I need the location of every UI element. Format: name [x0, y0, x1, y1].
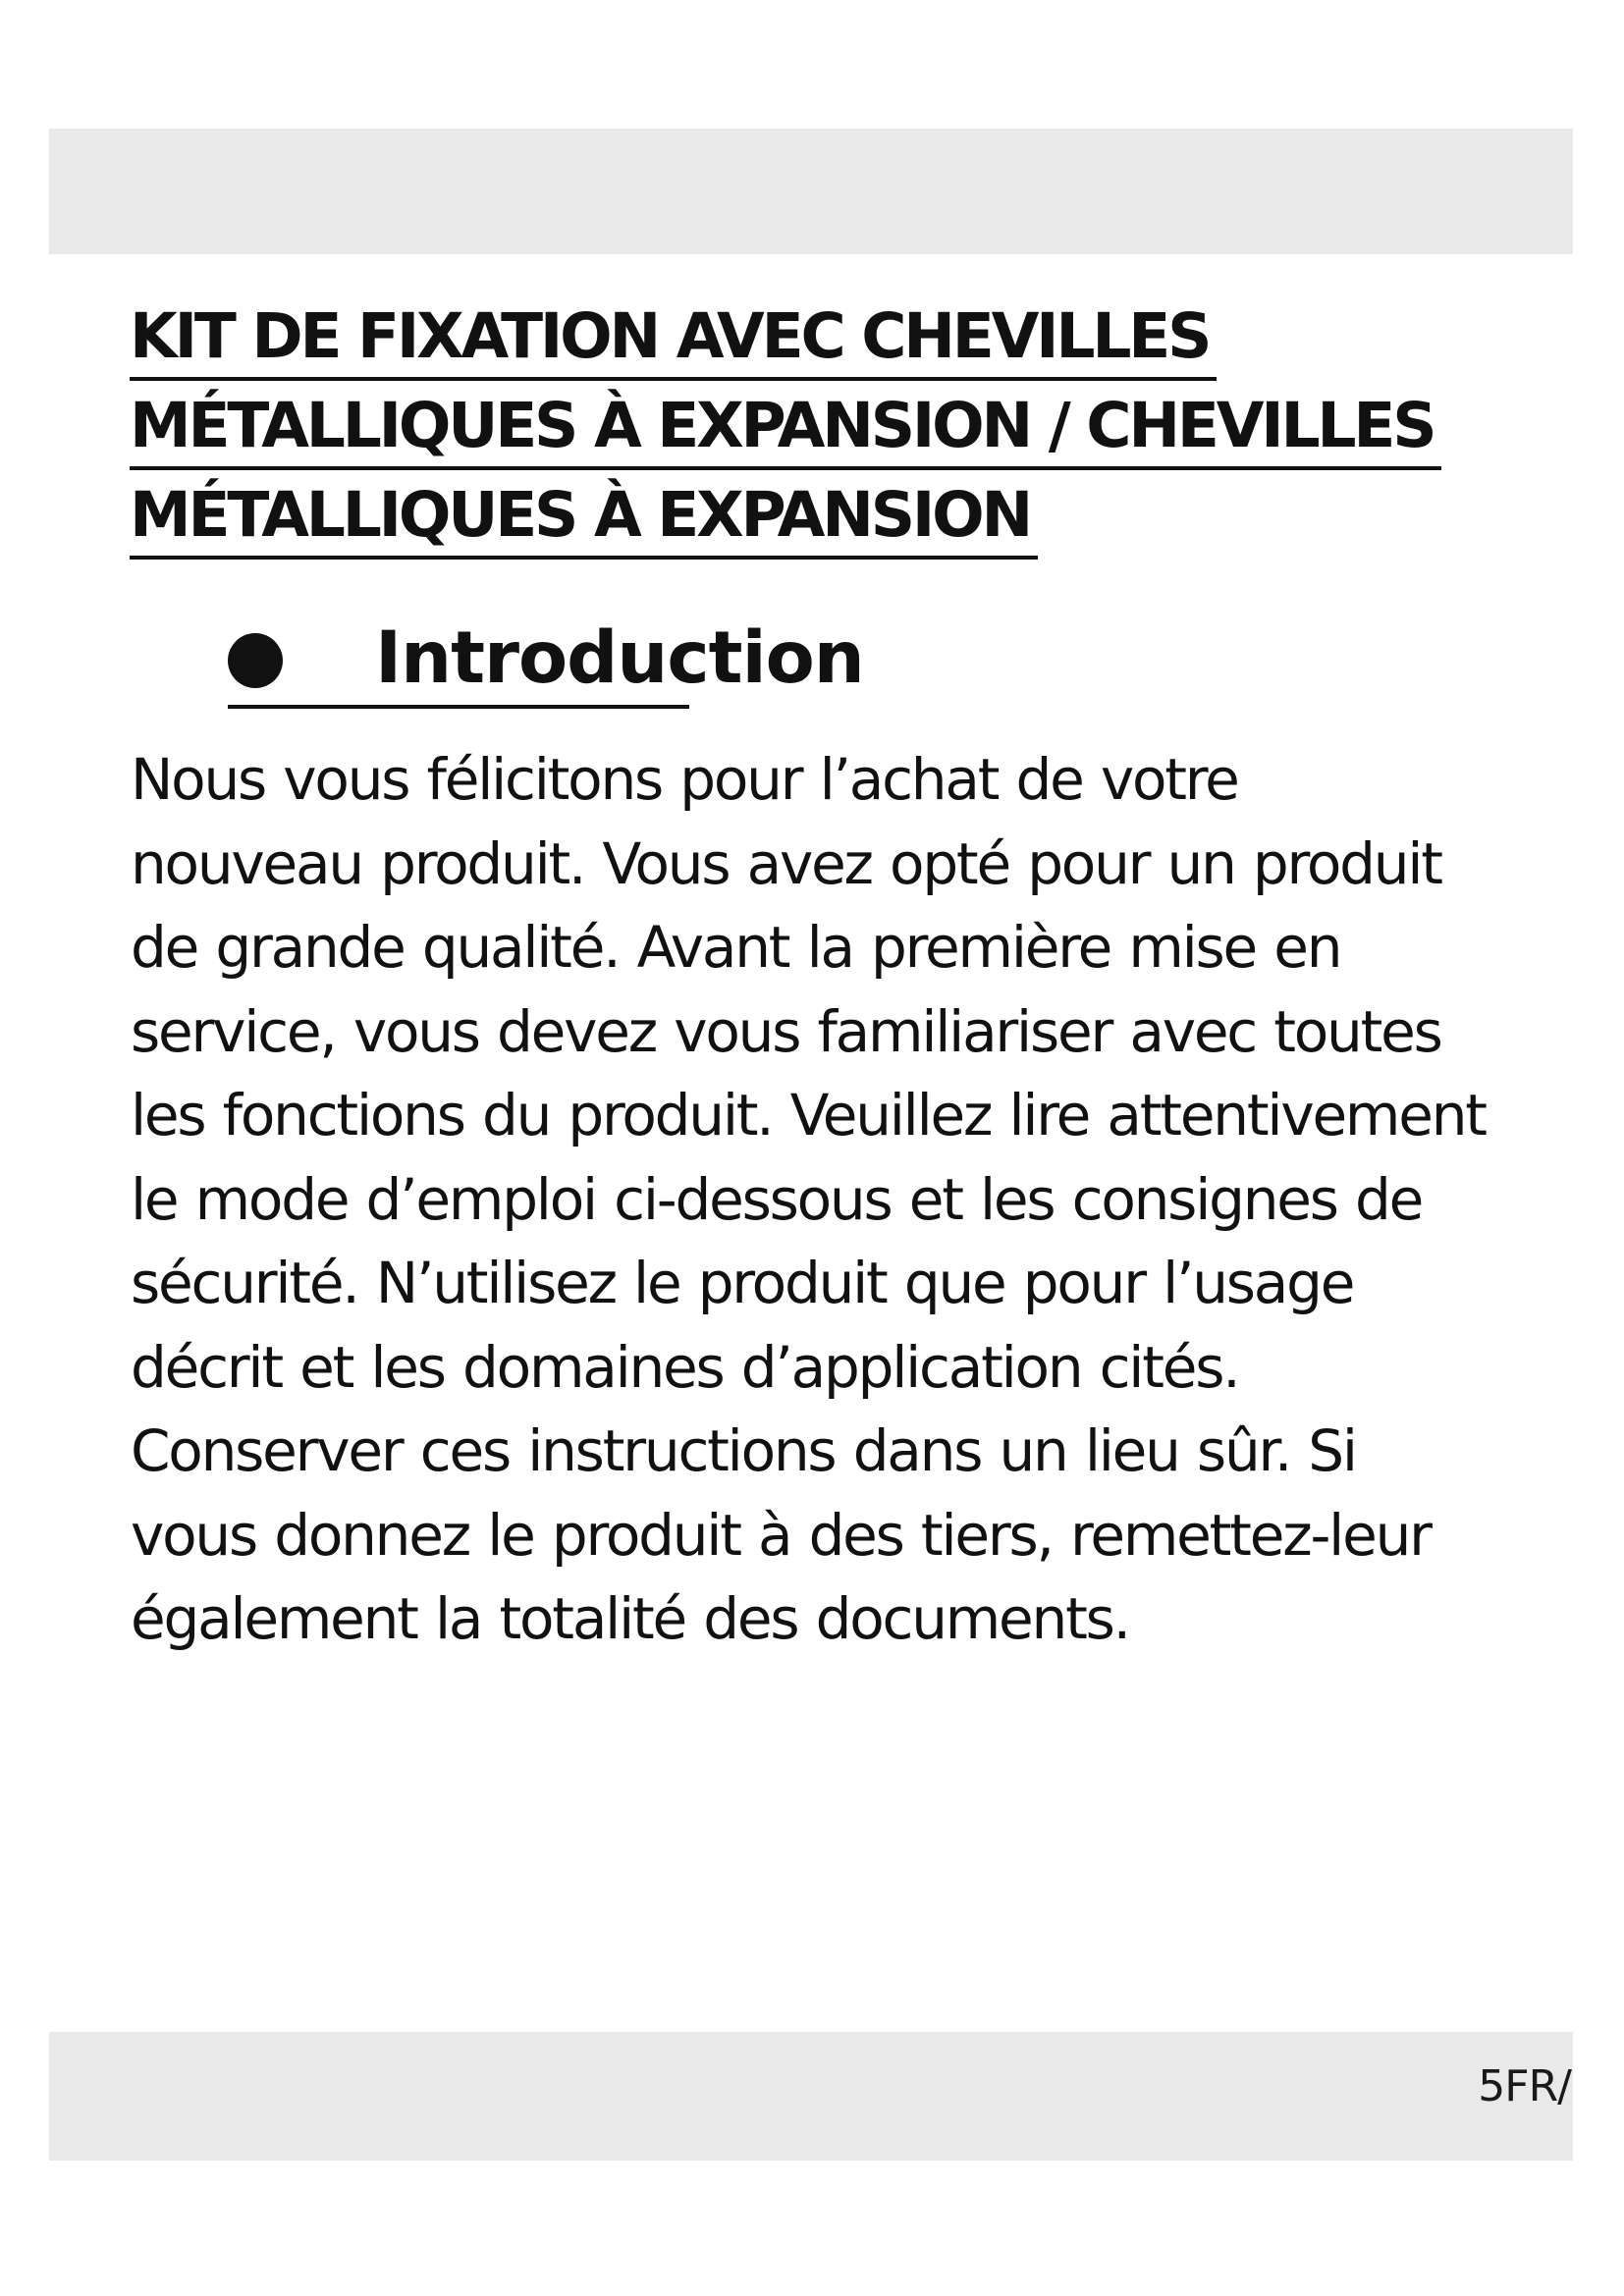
paragraph-line: vous donnez le produit à des tiers, remettez-leur [131, 1501, 1431, 1569]
introduction-paragraph [131, 738, 1505, 1662]
paragraph-line: le mode d’emploi ci-dessous et les consignes de [131, 1165, 1423, 1233]
paragraph-line: sécurité. N’utilisez le produit que pour l’usage [131, 1250, 1354, 1316]
header-band [49, 129, 1573, 254]
paragraph-line: également la totalité des documents. [131, 1585, 1129, 1652]
section-heading-text: Introduction [375, 616, 864, 700]
document-title [130, 298, 1441, 566]
bullet-icon [228, 633, 283, 688]
paragraph-line: de grande qualité. Avant la première mise en [131, 914, 1341, 981]
page-number: 5FR/ [1478, 2061, 1571, 2111]
paragraph-line: Nous vous félicitons pour l’achat de votre [131, 746, 1238, 813]
paragraph-line: décrit et les domaines d’application cités. [131, 1333, 1239, 1401]
title-line: KIT DE FIXATION AVEC CHEVILLES [130, 298, 1441, 388]
title-line: MÉTALLIQUES À EXPANSION / CHEVILLES [130, 388, 1441, 477]
paragraph-line: Conserver ces instructions dans un lieu sûr. Si [131, 1417, 1356, 1484]
section-heading [228, 616, 864, 709]
footer-band [49, 2032, 1573, 2161]
title-line: MÉTALLIQUES À EXPANSION [130, 477, 1441, 566]
paragraph-line: service, vous devez vous familiariser avec toutes [131, 997, 1441, 1065]
paragraph-line: les fonctions du produit. Veuillez lire attentivement [131, 1082, 1486, 1148]
paragraph-line: nouveau produit. Vous avez opté pour un produit [131, 829, 1441, 897]
